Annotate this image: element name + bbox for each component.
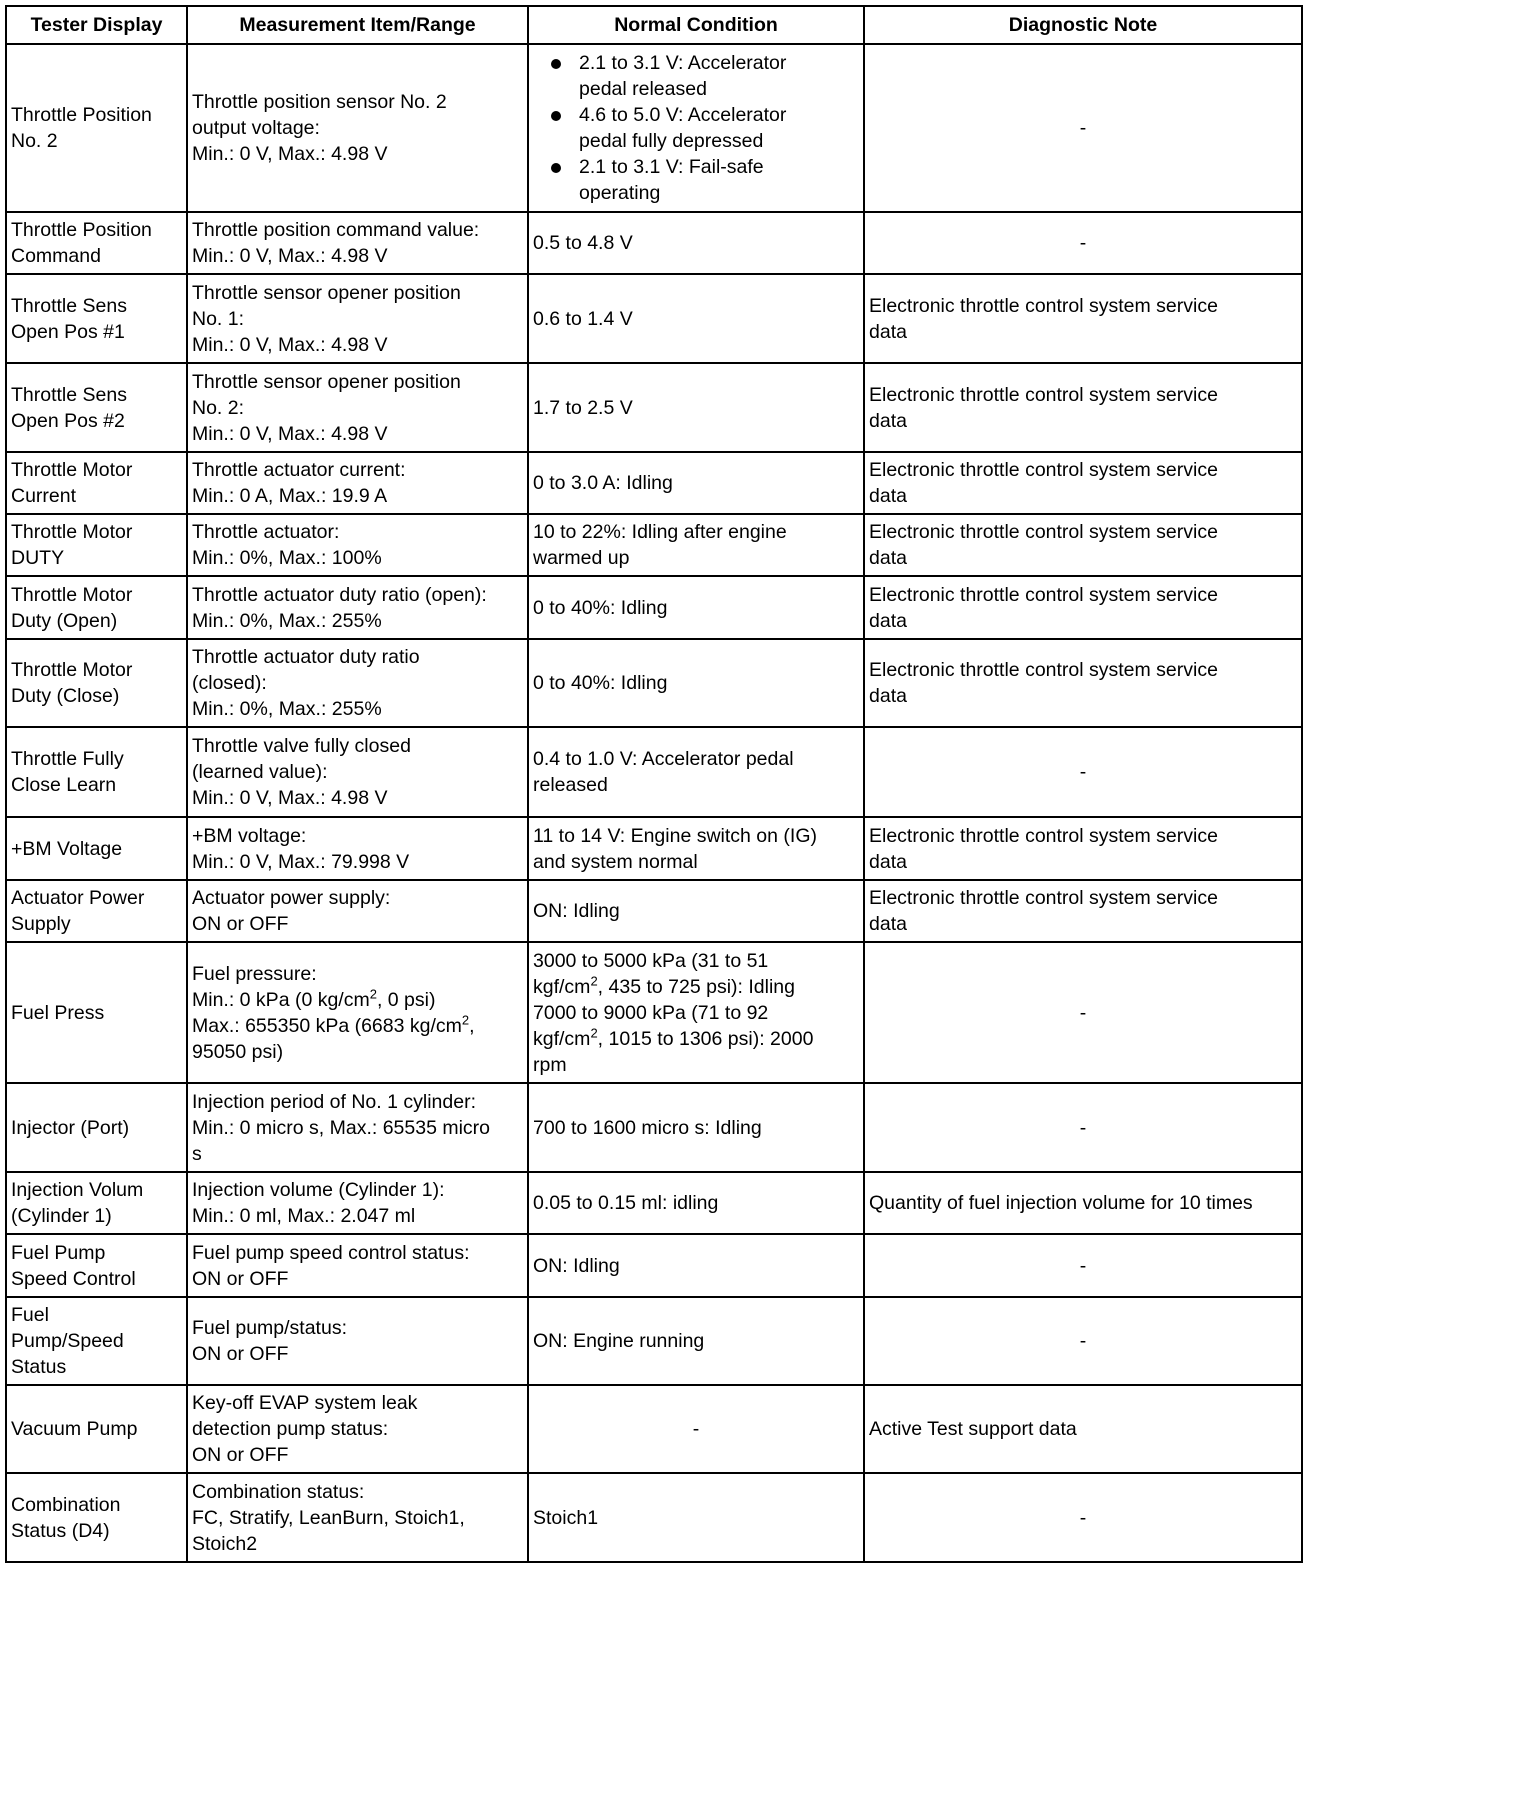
measurement-line: No. 2: [192,396,245,419]
normal-condition-cell [528,880,864,942]
tester-display-line: Throttle Motor [11,521,133,543]
diagnostic-note-cell [864,514,1302,576]
diagnostic-note-cell [864,274,1302,363]
measurement-line: s [192,1142,202,1165]
diagnostic-note-cell [864,639,1302,727]
tester-display-line: Throttle Position [11,104,152,126]
measurement-cell [187,1385,528,1473]
tester-display-line: Status [11,1356,67,1378]
measurement-line: Throttle position command value: [192,219,480,241]
diagnostic-note-line: Electronic throttle control system service [869,824,1218,847]
diagnostic-note-line: data [869,485,907,507]
measurement-cell [187,1297,528,1385]
normal-condition-line: 0.5 to 4.8 V [533,232,633,254]
tester-display-cell [6,1473,187,1562]
diagnostic-note-cell [864,363,1302,452]
measurement-line: Min.: 0%, Max.: 100% [192,547,382,569]
normal-condition-line: ON: Engine running [533,1330,705,1352]
tester-display-line: Throttle Fully [11,748,124,770]
diagnostic-note-line: Quantity of fuel injection volume for 10 times [869,1192,1253,1214]
tester-display-line: Throttle Position [11,219,152,241]
table-row [6,274,1302,363]
normal-condition-bullet [533,154,859,206]
diagnostic-note-line: data [869,913,907,935]
measurement-line: Min.: 0 V, Max.: 79.998 V [192,850,410,873]
measurement-cell [187,212,528,274]
table-row [6,942,1302,1083]
diagnostic-note-line: Electronic throttle control system service [869,383,1218,406]
normal-condition-line: rpm [533,1053,567,1076]
diagnostic-note-line: Electronic throttle control system service [869,521,1218,543]
measurement-line: Throttle sensor opener position [192,370,461,393]
measurement-line: Throttle actuator: [192,521,340,543]
measurement-line: Throttle actuator duty ratio (open): [192,583,487,606]
tester-display-cell [6,1385,187,1473]
tester-display-line: (Cylinder 1) [11,1205,112,1227]
measurement-line: Actuator power supply: [192,887,391,909]
diagnostic-note-cell: - [864,1083,1302,1172]
normal-condition-cell [528,639,864,727]
measurement-line: output voltage: [192,117,320,139]
normal-condition-line: warmed up [533,547,630,569]
measurement-line: Fuel pressure: [192,962,317,985]
measurement-line: Fuel pump/status: [192,1317,347,1339]
tester-display-cell [6,274,187,363]
diagnostic-note-cell: - [864,1473,1302,1562]
diagnostic-note-cell [864,880,1302,942]
diagnostic-note-line: Electronic throttle control system service [869,583,1218,606]
measurement-line: Throttle sensor opener position [192,281,461,304]
measurement-line: ON or OFF [192,1444,289,1466]
table-body [6,44,1302,1562]
tester-display-cell [6,1297,187,1385]
measurement-cell [187,639,528,727]
diagnostic-note-line: data [869,320,907,343]
header-tester-display: Tester Display [6,6,187,44]
measurement-line: +BM voltage: [192,824,307,847]
measurement-cell [187,1172,528,1234]
tester-display-line: Injection Volum [11,1179,144,1201]
measurement-line: Min.: 0%, Max.: 255% [192,609,382,632]
normal-condition-line: 7000 to 9000 kPa (71 to 92 [533,1001,769,1024]
tester-display-line: Throttle Sens [11,383,127,406]
normal-condition-line: 700 to 1600 micro s: Idling [533,1116,762,1139]
diagnostic-note-cell: - [864,1234,1302,1297]
measurement-line: Injection volume (Cylinder 1): [192,1179,445,1201]
normal-condition-line: 0.4 to 1.0 V: Accelerator pedal [533,748,794,770]
diagnostic-note-cell: - [864,44,1302,212]
measurement-cell [187,576,528,639]
service-data-table [5,5,1303,1563]
measurement-line: Throttle actuator current: [192,459,406,481]
normal-condition-line: 11 to 14 V: Engine switch on (IG) [533,824,817,847]
normal-condition-line: 1.7 to 2.5 V [533,396,633,419]
measurement-line: Min.: 0 V, Max.: 4.98 V [192,245,388,267]
tester-display-line: Vacuum Pump [11,1418,138,1440]
tester-display-line: Current [11,485,77,507]
normal-condition-cell [528,514,864,576]
normal-condition-cell [528,817,864,880]
superscript: 2 [590,1025,598,1040]
normal-condition-line: pedal released [579,78,707,100]
tester-display-line: Throttle Motor [11,659,133,681]
measurement-cell [187,942,528,1083]
measurement-cell [187,44,528,212]
normal-condition-cell [528,212,864,274]
normal-condition-cell [528,727,864,817]
normal-condition-cell [528,1172,864,1234]
measurement-line: Min.: 0%, Max.: 255% [192,698,382,720]
header-row [6,6,1302,44]
normal-condition-cell [528,1083,864,1172]
measurement-line: Throttle position sensor No. 2 [192,91,447,113]
measurement-line: Max.: 655350 kPa (6683 $kg/cm^2$, [192,1012,475,1037]
tester-display-cell [6,817,187,880]
normal-condition-line: Stoich1 [533,1506,599,1529]
table-row [6,1473,1302,1562]
header-diagnostic-note: Diagnostic Note [864,6,1302,44]
normal-condition-bullet [533,102,859,154]
superscript: 2 [369,986,377,1001]
tester-display-cell [6,44,187,212]
measurement-line: Fuel pump speed control status: [192,1241,470,1264]
measurement-line: (closed): [192,672,267,694]
table-row [6,817,1302,880]
normal-condition-line: ON: Idling [533,900,620,922]
tester-display-line: +BM Voltage [11,837,123,860]
normal-condition-cell: - [528,1385,864,1473]
normal-condition-cell [528,363,864,452]
measurement-line: Combination status: [192,1480,365,1503]
tester-display-line: Close Learn [11,774,117,796]
diagnostic-note-cell: - [864,212,1302,274]
normal-condition-cell [528,452,864,514]
tester-display-line: Throttle Motor [11,583,133,606]
tester-display-cell [6,363,187,452]
normal-condition-line: 10 to 22%: Idling after engine [533,521,787,543]
normal-condition-line: 0 to 3.0 A: Idling [533,472,673,494]
measurement-line: Throttle valve fully closed [192,735,411,757]
tester-display-line: Throttle Sens [11,294,127,317]
normal-condition-line: ON: Idling [533,1254,620,1277]
tester-display-cell [6,1083,187,1172]
measurement-line: Min.: 0 A, Max.: 19.9 A [192,485,388,507]
measurement-line: ON or OFF [192,913,289,935]
superscript: 2 [590,973,598,988]
measurement-cell [187,1473,528,1562]
normal-condition-line: 2.1 to 3.1 V: Fail-safe [579,156,764,178]
table-row [6,212,1302,274]
normal-condition-line: 0.6 to 1.4 V [533,307,633,330]
normal-condition-list [533,50,859,206]
header-normal-condition: Normal Condition [528,6,864,44]
normal-condition-cell [528,1234,864,1297]
table-row [6,727,1302,817]
tester-display-line: Speed Control [11,1267,136,1290]
normal-condition-bullet [533,50,859,102]
measurement-cell [187,452,528,514]
tester-display-cell [6,212,187,274]
header-measurement: Measurement Item/Range [187,6,528,44]
tester-display-line: Status (D4) [11,1519,110,1542]
measurement-line: Key-off EVAP system leak [192,1392,418,1414]
normal-condition-cell [528,942,864,1083]
table-row [6,1385,1302,1473]
tester-display-line: DUTY [11,547,65,569]
tester-display-line: Supply [11,913,71,935]
normal-condition-line: operating [579,182,661,204]
diagnostic-note-line: data [869,850,907,873]
table-row [6,452,1302,514]
diagnostic-note-cell [864,817,1302,880]
superscript: 2 [461,1012,470,1027]
measurement-cell [187,1234,528,1297]
diagnostic-note-line: data [869,609,907,632]
table-row [6,514,1302,576]
measurement-cell [187,363,528,452]
diagnostic-note-line: Electronic throttle control system service [869,887,1218,909]
tester-display-line: Duty (Close) [11,685,120,707]
measurement-line: Throttle actuator duty ratio [192,646,420,668]
tester-display-line: Throttle Motor [11,459,133,481]
normal-condition-cell [528,576,864,639]
normal-condition-cell [528,274,864,363]
tester-display-line: Fuel [11,1304,49,1326]
table-row [6,1083,1302,1172]
tester-display-line: Actuator Power [11,887,145,909]
tester-display-cell [6,452,187,514]
table-row [6,44,1302,212]
table-row [6,880,1302,942]
diagnostic-note-cell: - [864,1297,1302,1385]
normal-condition-line: released [533,774,608,796]
tester-display-cell [6,576,187,639]
measurement-line: FC, Stratify, LeanBurn, Stoich1, [192,1506,465,1529]
normal-condition-line: 0.05 to 0.15 ml: idling [533,1192,719,1214]
diagnostic-note-line: data [869,547,907,569]
measurement-line: Injection period of No. 1 cylinder: [192,1090,476,1113]
normal-condition-cell [528,1473,864,1562]
diagnostic-note-cell: - [864,942,1302,1083]
table-row [6,576,1302,639]
measurement-line: Min.: 0 ml, Max.: 2.047 ml [192,1205,416,1227]
measurement-line: Min.: 0 kPa (0 $kg/cm^2$, 0 psi) [192,986,436,1011]
tester-display-line: Pump/Speed [11,1330,124,1352]
tester-display-cell [6,514,187,576]
tester-display-line: Duty (Open) [11,609,118,632]
normal-condition-line: kgf/$cm^2$, 435 to 725 psi): Idling [533,973,795,998]
measurement-cell [187,274,528,363]
tester-display-cell [6,880,187,942]
tester-display-cell [6,727,187,817]
tester-display-line: Open Pos #2 [11,409,125,432]
diagnostic-note-cell: - [864,727,1302,817]
measurement-line: ON or OFF [192,1343,289,1365]
tester-display-line: Fuel Pump [11,1241,106,1264]
diagnostic-note-line: Active Test support data [869,1418,1077,1440]
diagnostic-note-line: data [869,685,907,707]
table-row [6,363,1302,452]
tester-display-line: No. 2 [11,130,58,152]
measurement-cell [187,1083,528,1172]
tester-display-line: Open Pos #1 [11,320,125,343]
normal-condition-cell [528,44,864,212]
measurement-line: detection pump status: [192,1418,389,1440]
measurement-line: Min.: 0 micro s, Max.: 65535 micro [192,1116,491,1139]
measurement-line: (learned value): [192,761,328,783]
diagnostic-note-cell [864,1172,1302,1234]
normal-condition-cell [528,1297,864,1385]
diagnostic-note-line: Electronic throttle control system service [869,659,1218,681]
measurement-cell [187,514,528,576]
diagnostic-note-cell [864,452,1302,514]
measurement-line: No. 1: [192,307,245,330]
tester-display-line: Command [11,245,101,267]
measurement-line: Min.: 0 V, Max.: 4.98 V [192,143,388,165]
measurement-line: Stoich2 [192,1532,258,1555]
diagnostic-note-cell [864,1385,1302,1473]
measurement-cell [187,817,528,880]
diagnostic-note-line: data [869,409,907,432]
normal-condition-line: 0 to 40%: Idling [533,672,668,694]
table-row [6,1297,1302,1385]
table-row [6,1172,1302,1234]
measurement-line: 95050 psi) [192,1040,284,1063]
tester-display-cell [6,942,187,1083]
tester-display-cell [6,1172,187,1234]
normal-condition-line: 3000 to 5000 kPa (31 to 51 [533,949,769,972]
tester-display-line: Fuel Press [11,1001,105,1024]
measurement-line: ON or OFF [192,1267,289,1290]
tester-display-line: Injector (Port) [11,1116,130,1139]
tester-display-line: Combination [11,1493,121,1516]
table-row [6,1234,1302,1297]
normal-condition-line: 2.1 to 3.1 V: Accelerator [579,52,787,74]
tester-display-cell [6,639,187,727]
normal-condition-line: kgf/$cm^2$, 1015 to 1306 psi): 2000 [533,1025,814,1050]
measurement-cell [187,880,528,942]
normal-condition-line: pedal fully depressed [579,130,764,152]
diagnostic-note-line: Electronic throttle control system service [869,459,1218,481]
normal-condition-line: and system normal [533,850,698,873]
table-row [6,639,1302,727]
normal-condition-line: 4.6 to 5.0 V: Accelerator [579,104,787,126]
measurement-cell [187,727,528,817]
normal-condition-line: 0 to 40%: Idling [533,596,668,619]
diagnostic-note-cell [864,576,1302,639]
tester-display-cell [6,1234,187,1297]
measurement-line: Min.: 0 V, Max.: 4.98 V [192,422,388,445]
measurement-line: Min.: 0 V, Max.: 4.98 V [192,787,388,809]
measurement-line: Min.: 0 V, Max.: 4.98 V [192,333,388,356]
diagnostic-note-line: Electronic throttle control system service [869,294,1218,317]
